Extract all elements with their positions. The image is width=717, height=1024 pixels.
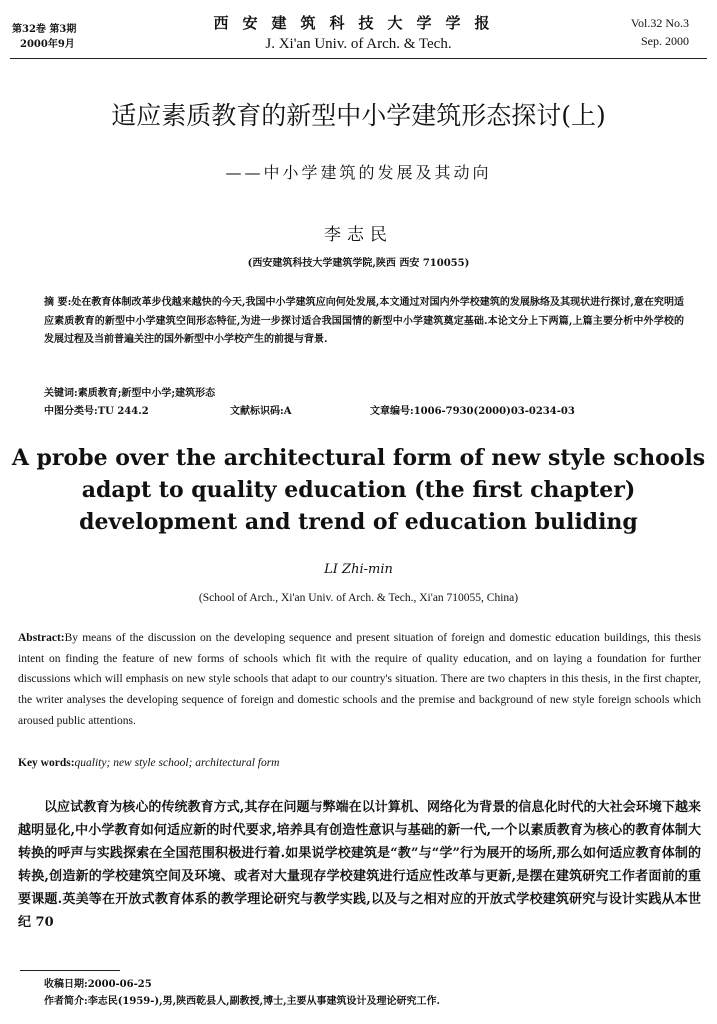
abstract-en-text: By means of the discussion on the developing sequence and present situation of foreign and domestic education buildings, this thesis intent on finding the feature of new forms of schools which fit with the require of quality education, and on laying a foundation for further discussions which will emphasis on new style schools that adapt to our country's situation. There are two chapters in this thesis, in the first chapter, the writer analyses the developing sequence of foreign and domestic schools and the premise and background of new style foreign schools which aroused public attentions.	[18, 632, 701, 727]
author-bio	[44, 993, 440, 1010]
body-paragraph: 以应试教育为核心的传统教育方式,其存在问题与弊端在以计算机、网络化为背景的信息化时代的大社会环境下越来越明显化,中小学教育如何适应新的时代要求,培养具有创造性意识与基础的新一代,一个以素质教育为核心的教育体制大转换的呼声与实践探索在全国范围积极进行着.如果说学校建筑是“教”与“学”行为展开的场所,那么如何适应教育体制的转换,创造新的学校建筑空间及环境、或者对大量现存学校建筑进行适应性改革与更新,是摆在建筑研究工作者面前的重要课题.英美等在开放式教育体系的教学理论研究与教学实践,以及与之相对应的开放式学校建筑研究与设计实践从本世纪 70	[18, 800, 701, 930]
journal-header	[0, 12, 717, 54]
header-issue-info	[631, 14, 689, 50]
doc-value: A	[283, 406, 292, 417]
bio-value: 李志民(1959-),男,陕西乾县人,副教授,博士,主要从事建筑设计及理论研究工作.	[87, 996, 441, 1007]
english-title-line: A probe over the architectural form of new style schools	[11, 445, 706, 471]
clc-number	[44, 402, 230, 417]
clc-label: 中图分类号:	[44, 406, 98, 417]
english-title	[0, 442, 717, 538]
received-label: 收稿日期:	[44, 979, 88, 990]
keywords-en	[18, 757, 280, 769]
paper-subtitle: ——中小学建筑的发展及其动向	[225, 163, 492, 182]
classification-line	[44, 402, 684, 417]
keywords-cn	[44, 384, 215, 399]
date-en: Sep. 2000	[641, 34, 689, 48]
english-author: LI Zhi-min	[324, 562, 393, 577]
author-name: 李志民	[324, 225, 393, 245]
article-value: 1006-7930(2000)03-0234-03	[413, 406, 575, 417]
volume-cn: 第32卷 第3期	[12, 24, 77, 35]
footnote-divider	[20, 970, 120, 971]
volume-en: Vol.32 No.3	[630, 16, 689, 30]
journal-name-en: J. Xi'an Univ. of Arch. & Tech.	[265, 36, 452, 52]
received-value: 2000-06-25	[87, 979, 152, 990]
abstract-en	[18, 628, 701, 732]
author-affiliation: (西安建筑科技大学建筑学院,陕西 西安 710055)	[247, 258, 470, 269]
journal-name-cn: 西安建筑科技大学学报	[213, 14, 504, 32]
english-title-line: adapt to quality education (the first chapter)	[81, 477, 636, 503]
english-title-line: development and trend of education buliding	[79, 509, 638, 535]
doc-label: 文献标识码:	[230, 406, 284, 417]
header-divider	[10, 58, 707, 59]
article-number	[370, 402, 575, 417]
date-cn: 2000年9月	[20, 39, 75, 50]
bio-label: 作者简介:	[44, 996, 88, 1007]
keywords-cn-text: 素质教育;新型中小学;建筑形态	[77, 388, 216, 399]
doc-code	[230, 402, 370, 417]
english-affiliation: (School of Arch., Xi'an Univ. of Arch. & Tech., Xi'an 710055, China)	[198, 592, 519, 604]
abstract-en-label: Abstract:	[18, 632, 65, 644]
article-label: 文章编号:	[370, 406, 414, 417]
abstract-cn	[44, 294, 684, 350]
footnotes	[44, 976, 440, 1010]
clc-value: TU 244.2	[97, 406, 149, 417]
paper-title: 适应素质教育的新型中小学建筑形态探讨(上)	[111, 101, 606, 130]
keywords-cn-label: 关键词:	[44, 388, 78, 399]
keywords-en-text: quality; new style school; architectural form	[74, 757, 280, 769]
abstract-cn-text: 处在教育体制改革步伐越来越快的今天,我国中小学建筑应向何处发展,本文通过对国内外学校建筑的发展脉络及其现状进行探讨,意在究明适应素质教育的新型中小学建筑空间形态特征,为进一步探讨适合我国国情的新型中小学建筑奠定基础.本论文分上下两篇,上篇主要分析中外学校的发展过程及当前普遍关注的国外新型中小学校产生的前提与背景.	[44, 297, 684, 345]
abstract-cn-label: 摘 要:	[44, 297, 72, 308]
keywords-en-label: Key words:	[18, 757, 75, 769]
received-date	[44, 976, 440, 993]
